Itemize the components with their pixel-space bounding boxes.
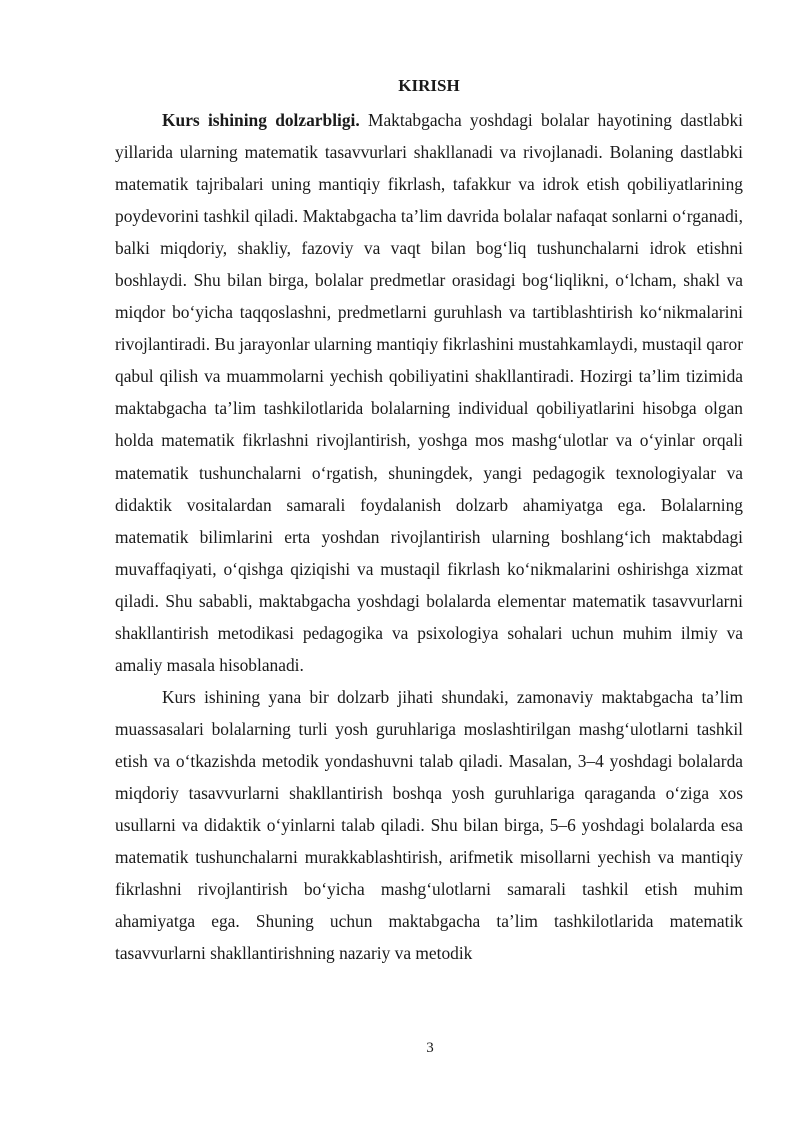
section-heading: KIRISH: [398, 76, 460, 95]
body-text: [115, 104, 743, 969]
paragraph-1-lead: Kurs ishining dolzarbligi.: [162, 110, 360, 130]
page-number: 3: [426, 1040, 434, 1056]
paragraph-1: [115, 104, 743, 681]
paragraph-2: [115, 681, 743, 969]
paragraph-1-text: Maktabgacha yoshdagi bolalar hayotining dastlabki yillarida ularning matematik tasavvurlari shakllanadi va rivojlanadi. Bolaning dastlabki matematik tajribalari uning mantiqiy fikrlash, tafakkur va idrok etish qobiliyatlarining poydevorini tashkil qiladi. Maktabgacha ta’lim davrida bolalar nafaqat sonlarni o‘rganadi, balki miqdoriy, shakliy, fazoviy va vaqt bilan bog‘liq tushunchalarni idrok etishni boshlaydi. Shu bilan birga, bolalar predmetlar orasidagi bog‘liqlikni, o‘lcham, shakl va miqdor bo‘yicha taqqoslashni, predmetlarni guruhlash va tartiblashtirish ko‘nikmalarini rivojlantiradi. Bu jarayonlar ularning mantiqiy fikrlashini mustahkamlaydi, mustaqil qaror qabul qilish va muammolarni yechish qobiliyatini shakllantiradi. Hozirgi ta’lim tizimida maktabgacha ta’lim tashkilotlarida bolalarning individual qobiliyatlarini hisobga olgan holda matematik fikrlashni rivojlantirish, yoshga mos mashg‘ulotlar va o‘yinlar orqali matematik tushunchalarni o‘rgatish, shuningdek, yangi pedagogik texnologiyalar va didaktik vositalardan samarali foydalanish dolzarb ahamiyatga ega. Bolalarning matematik bilimlarini erta yoshdan rivojlantirish ularning boshlang‘ich maktabdagi muvaffaqiyati, o‘qishga qiziqishi va mustaqil fikrlash ko‘nikmalarini oshirishga xizmat qiladi. Shu sababli, maktabgacha yoshdagi bolalarda elementar matematik tasavvurlarni shakllantirish metodikasi pedagogika va psixologiya sohalari uchun muhim ilmiy va amaliy masala hisoblanadi.: [115, 110, 743, 675]
paragraph-2-text: Kurs ishining yana bir dolzarb jihati shundaki, zamonaviy maktabgacha ta’lim muassasalari bolalarning turli yosh guruhlariga moslashtirilgan mashg‘ulotlarni tashkil etish va o‘tkazishda metodik yondashuvni talab qiladi. Masalan, 3–4 yoshdagi bolalarda miqdoriy tasavvurlarni shakllantirish boshqa yosh guruhlariga qaraganda o‘ziga xos usullarni va didaktik o‘yinlarni talab qiladi. Shu bilan birga, 5–6 yoshdagi bolalarda esa matematik tushunchalarni murakkablashtirish, arifmetik misollarni yechish va mantiqiy fikrlashni rivojlantirish bo‘yicha mashg‘ulotlarni samarali tashkil etish muhim ahamiyatga ega. Shuning uchun maktabgacha ta’lim tashkilotlarida matematik tasavvurlarni shakllantirishning nazariy va metodik: [115, 686, 743, 964]
